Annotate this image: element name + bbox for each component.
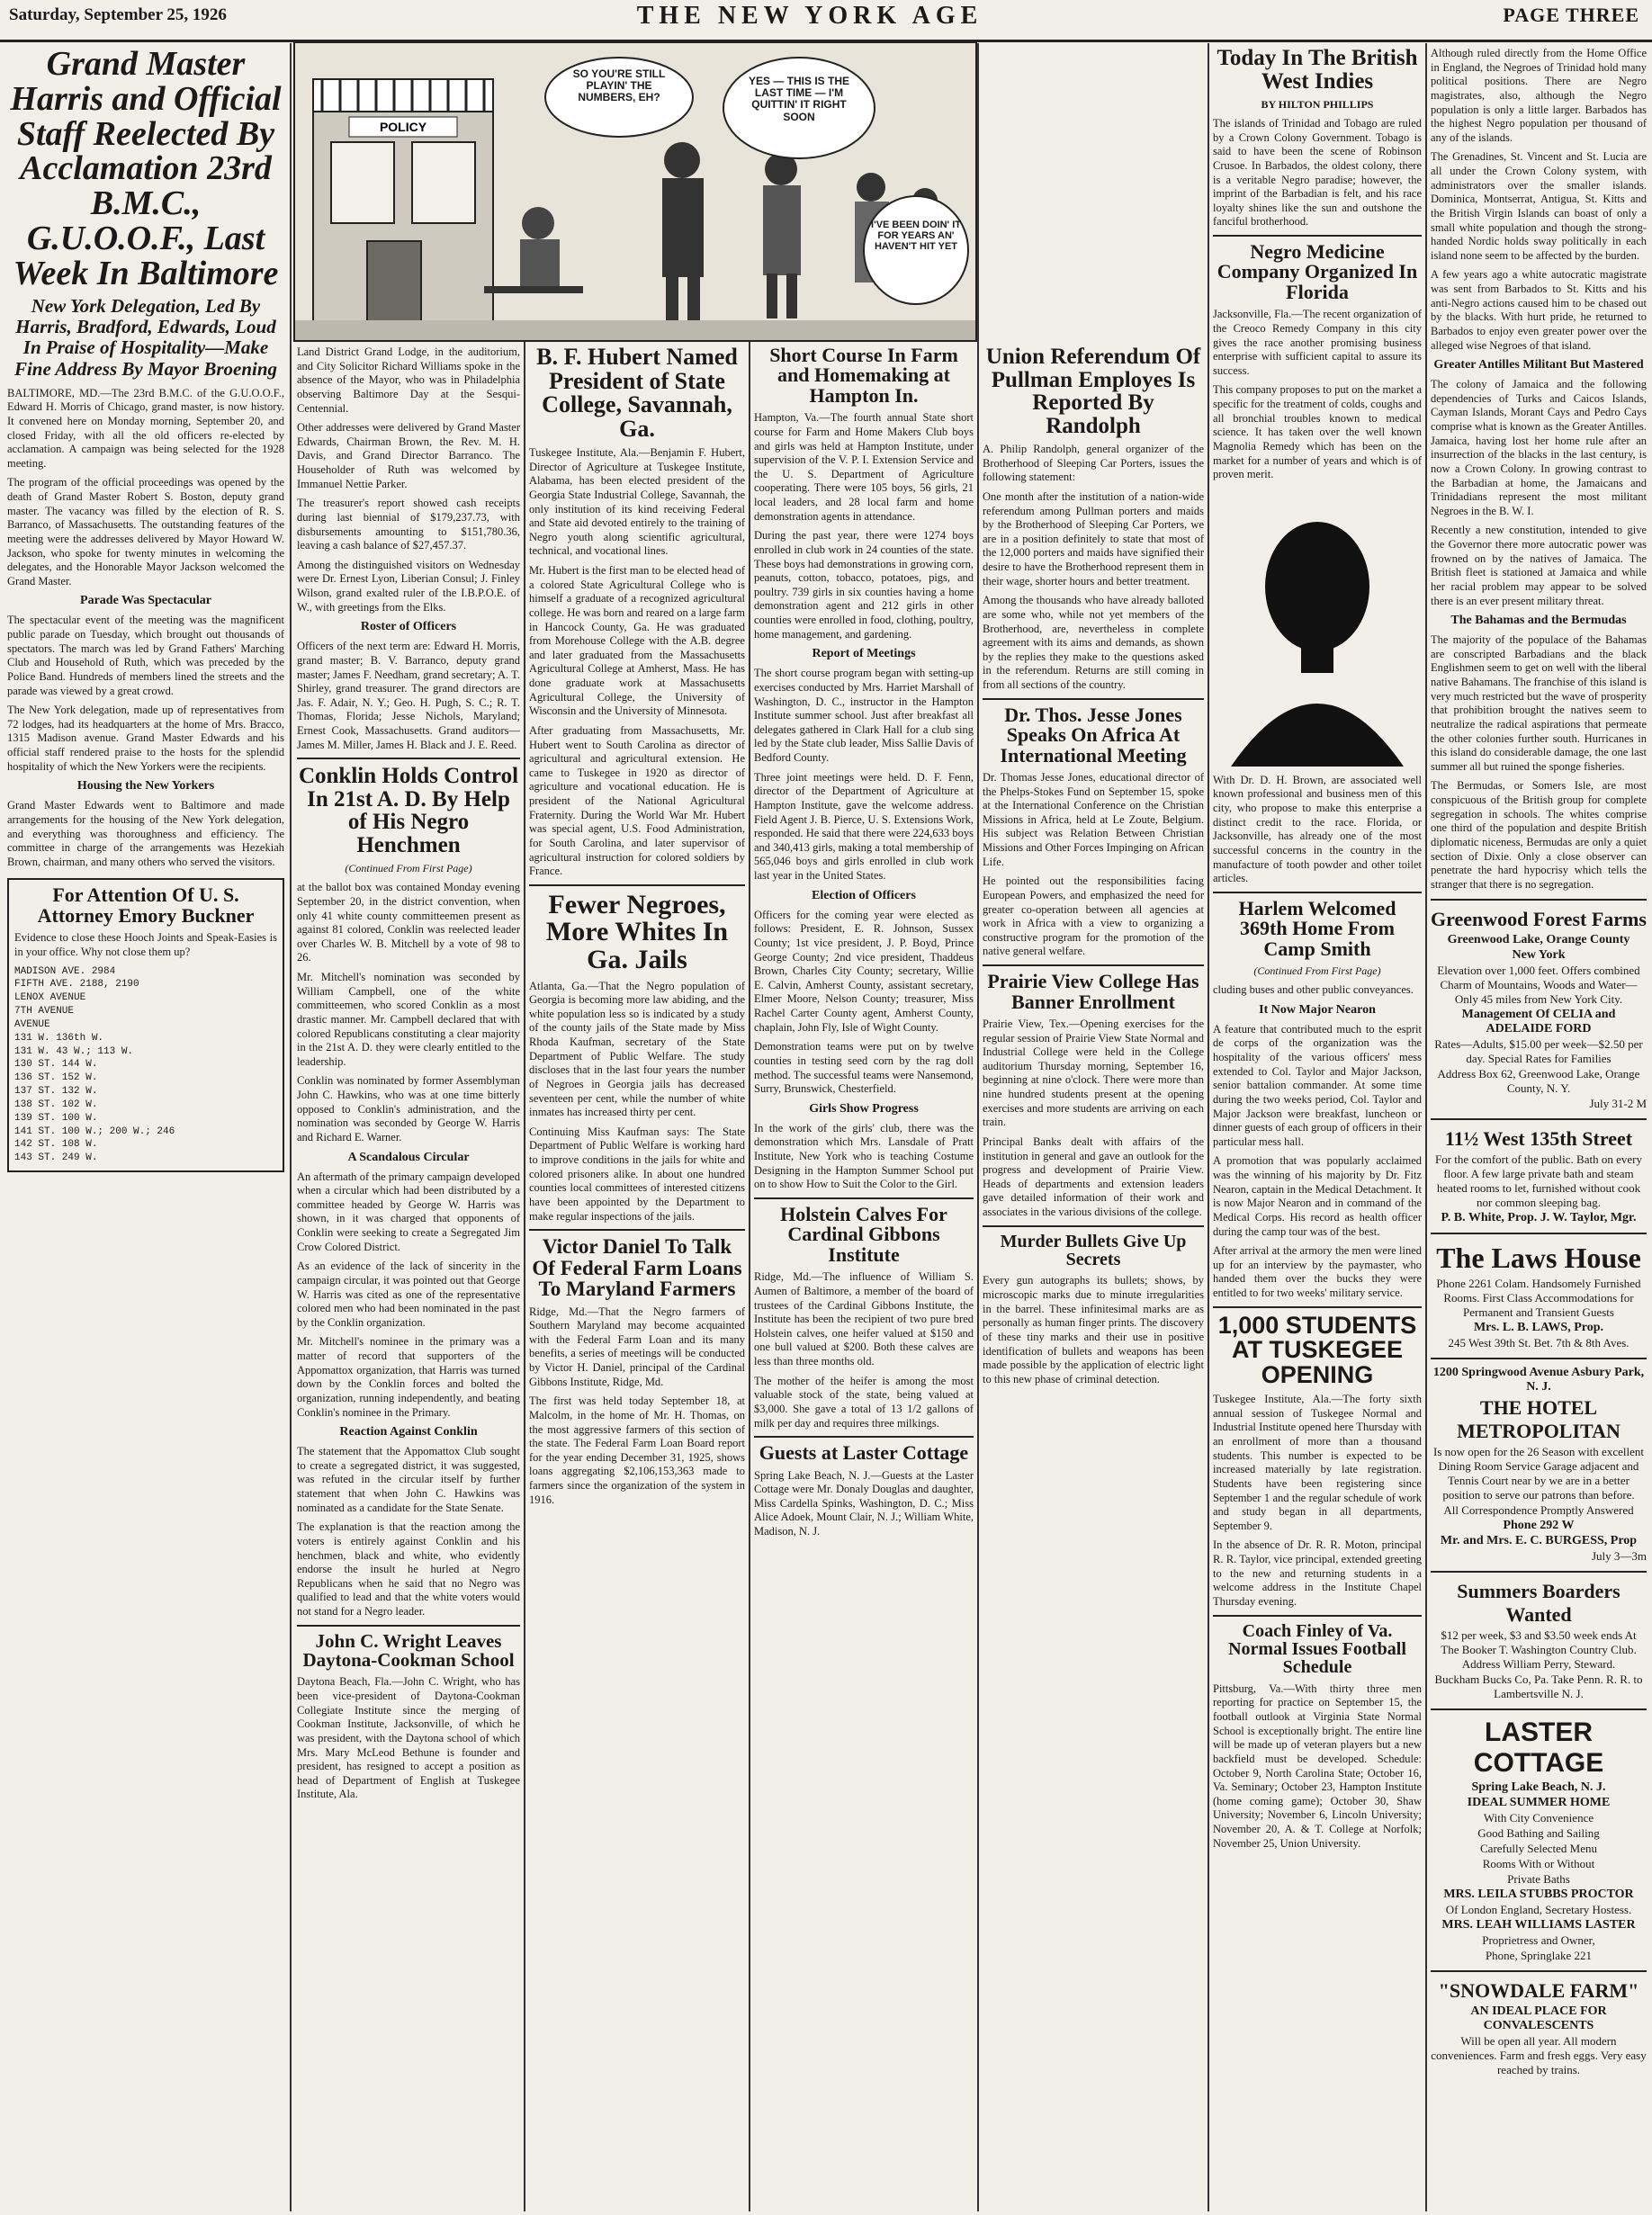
ad-line: AN IDEAL PLACE FOR CONVALESCENTS xyxy=(1470,2004,1607,2033)
speech-balloon-1: SO YOU'RE STILL PLAYIN' THE NUMBERS, EH? xyxy=(572,67,666,104)
listing-row: 138 ST. 102 W. xyxy=(14,1099,98,1110)
article-paragraph: In the absence of Dr. R. R. Moton, principal R. R. Taylor, vice principal, extended greeting to the new and returning students in a welcome address in the Institute Chapel Thursday evening. xyxy=(1213,1538,1422,1608)
article-paragraph: An aftermath of the primary campaign developed when a circular which had been distributed by a committee headed by George W. Harris was shown, in it was charged that opponents of Conklin were seeking to create a Segregated Jim Crow Colored District. xyxy=(297,1170,520,1253)
column-rule xyxy=(524,342,525,2211)
article-paragraph: Pittsburg, Va.—With thirty three men reporting for practice on September 15, the football outlook at Virginia State Normal School is exceptionally bright. The entire line will be made up of veteran players but a new backfield must be developed. Schedule: October 9, North Carolina State; October 16, Va. Seminary; October 23, Hampton Institute (home coming game); October 30, Shaw University; November 6, Lincoln University; November 20, A. & T. College at Norfolk; November 25, Union University. xyxy=(1213,1681,1422,1850)
ad-title: LASTER COTTAGE xyxy=(1473,1717,1604,1779)
cartoon-sign: POLICY xyxy=(379,120,427,134)
lead-deck: New York Delegation, Led By Harris, Bradford, Edwards, Loud In Praise of Hospitality—Make Fine Address By Mayor Broening xyxy=(13,295,278,380)
ad-title: The Laws House xyxy=(1436,1242,1641,1275)
ad-line: P. B. White, Prop. J. W. Taylor, Mgr. xyxy=(1441,1211,1637,1225)
subhead: Election of Officers xyxy=(812,888,916,902)
subhead: A Scandalous Circular xyxy=(347,1150,470,1164)
article-paragraph: After arrival at the armory the men were lined up for an interview by the paymaster, who handed them over the bucks they were entitled to for two weeks' military service. xyxy=(1213,1244,1422,1299)
ad-line: MRS. LEILA STUBBS PROCTOR xyxy=(1443,1888,1634,1902)
column-rule xyxy=(290,43,292,2211)
listing-row: 130 ST. 144 W. xyxy=(14,1059,98,1071)
listing-row: MADISON AVE. 2984 xyxy=(14,965,116,977)
article-paragraph: Among the distinguished visitors on Wednesday were Dr. Ernest Lyon, Liberian Consul; J. Finley Wilson, grand exalted ruler of the I.B.P.O.E. of W., with greetings from the Elks. xyxy=(297,558,520,614)
ad-line: With City Convenience xyxy=(1483,1811,1594,1825)
lead-headline: Grand Master Harris and Official Staff Reelected By Acclamation 23rd B.M.C., G.U.O.O.F., Last Week In Baltimore xyxy=(10,47,282,292)
notice-headline: For Attention Of U. S. Attorney Emory Buckner xyxy=(37,883,255,927)
article-paragraph: The treasurer's report showed cash receipts during last biennial of $179,237.73, with disbursements amounting to $151,780.36, leaving a cash balance of $27,457.37. xyxy=(297,497,520,552)
photo-caption: With Dr. D. H. Brown, are associated well known professional and business men of this city, who propose to make this enterprise a distinct credit to the race. Florida, or Jacksonville, has already one of the most successful concerns in the country in the manufacture of tooth powder and other toilet articles. xyxy=(1213,773,1422,885)
ad-snowdale xyxy=(1431,1970,1647,2077)
ad-line: Elevation over 1,000 feet. Offers combined Charm of Mountains, Woods and Water—Only 45 miles from New York City. xyxy=(1437,964,1640,1007)
ad-title: Summers Boarders Wanted xyxy=(1457,1580,1621,1627)
ad-line: Phone 292 W xyxy=(1503,1519,1575,1533)
article-paragraph: Atlanta, Ga.—That the Negro population of Georgia is becoming more law abiding, and the white population less so is indicated by a study of the county jails of the State made by Miss Rhoda Kaufman, secretary of the State Department of Public Welfare. The study discloses that in the last four years the number of Negroes in Georgia jails has decreased seventeen per cent, while the number of white inmates has increased thirty per cent. xyxy=(529,979,745,1119)
ad-line: New York xyxy=(1512,948,1566,963)
ad-summer-boarders xyxy=(1431,1571,1647,1701)
ad-metropolitan xyxy=(1431,1358,1647,1564)
column-4 xyxy=(754,345,974,2208)
subhead: It Now Major Nearon xyxy=(1259,1002,1376,1017)
ad-line: Private Baths xyxy=(1507,1872,1570,1887)
headline-jails: Fewer Negroes, More Whites In Ga. Jails xyxy=(545,889,729,974)
ad-line: Phone, Springlake 221 xyxy=(1485,1949,1593,1963)
ad-line: 245 West 39th St. Bet. 7th & 8th Aves. xyxy=(1448,1336,1630,1350)
ad-line: Management Of CELIA and ADELAIDE FORD xyxy=(1461,1008,1616,1036)
listing-row: 139 ST. 100 W. xyxy=(14,1112,98,1124)
article-paragraph: The Bermudas, or Somers Isle, are most conspicuous of the British group for complete segregation in schools. The whites comprise one third of the population and despite British diplomatic niceness, Bermudas are only a quiet section of Dixie. Only a close observer can penetrate the hard hypocrisy which tells the stranger that there is no segregation. xyxy=(1431,779,1647,891)
article-paragraph: Conklin was nominated by former Assemblyman John C. Hawkins, who was at one time bitterly opposed to Conklin's administration, and the nomination was seconded by George W. Harris and Richard E. Warner. xyxy=(297,1074,520,1143)
article-paragraph: at the ballot box was contained Monday evening September 20, in the district convention, when only 41 white county committeemen present as against 81 colored, Conklin was reelected leader over Charles W. B. Mitchell by a vote of 98 to 26. xyxy=(297,881,520,964)
article-paragraph: The short course program began with setting-up exercises conducted by Mrs. Harriet Marshall of Washington, D. C., instructor in the Hampton Institute summer school. Just after breakfast all delegates gathered in Clark Hall for a club sing led by the State club leader, Miss Sallie Davis of Bedford County. xyxy=(754,667,974,765)
article-paragraph: The program of the official proceedings was opened by the death of Grand Master Robert S. Boston, deputy grand master. The vacancy was filled by the election of R. S. Barranco, of Massachusetts. The outstanding features of the meeting were the addresses delivered by Mayor Howard W. Jackson, who spoke for twenty minutes in welcoming the delegates, and the Honorable Mayor Jackson welcomed the Grand Master. xyxy=(7,476,284,587)
listing-row: FIFTH AVE. 2188, 2190 xyxy=(14,979,139,991)
article-paragraph: Mr. Hubert is the first man to be elected head of a colored State Agricultural College who is himself a graduate of a recognized agricultural college. He was born and reared on a large farm in Hancock County, Ga. He was graduated from Morehouse College with the A.B. degree and later graduated from the Massachusetts Agricultural College at Amherst, Mass. He has done graduate work at Massachusetts Agricultural College, the University of Wisconsin and the University of Minnesota. xyxy=(529,564,745,718)
article-paragraph: cluding buses and other public conveyances. xyxy=(1213,983,1414,997)
ad-135th-street xyxy=(1431,1118,1647,1225)
article-paragraph: Jacksonville, Fla.—The recent organization of the Creoco Remedy Company in this city gives the race another promising business enterprise with sufficient capital to assure its success. xyxy=(1213,308,1422,377)
listing-row: 131 W. 136th W. xyxy=(14,1032,104,1044)
column-rule xyxy=(977,43,979,2211)
column-rule xyxy=(1425,43,1427,2211)
ad-line: $12 per week, $3 and $3.50 week ends At The Booker T. Washington Country Club. Address William Perry, Steward. xyxy=(1441,1628,1637,1672)
article-paragraph: The mother of the heifer is among the most valuable stock of the state, being valued at $3,000. She gave a total of 13 1/2 gallons of milk per day and requires three milkings. xyxy=(754,1374,974,1430)
article-paragraph: During the past year, there were 1274 boys enrolled in club work in 24 counties of the state. These boys had demonstrations in growing corn, peanuts, cotton, tobacco, potatoes, pigs, and poultry. 739 girls in six counties having a home demonstration agent and 212 girls in other counties were enrolled in food, clothing, poultry, home management, and gardening. xyxy=(754,529,974,641)
subhead: Roster of Officers xyxy=(360,620,457,634)
listing-row: 142 ST. 108 W. xyxy=(14,1139,98,1151)
ad-line: Greenwood Lake, Orange County xyxy=(1447,933,1630,947)
issue-date: Saturday, September 25, 1926 xyxy=(9,5,227,24)
ad-line: July 3—3m xyxy=(1591,1549,1647,1564)
ad-line: Rates—Adults, $15.00 per week—$2.50 per day. Special Rates for Families xyxy=(1434,1037,1643,1066)
article-paragraph: BALTIMORE, MD.—The 23rd B.M.C. of the G.U.O.O.F., Edward H. Morris of Chicago, grand master, is now history. It convened here on Monday morning, September 20, and closed Friday, with all the old officers re-elected by acclamation. A campaign was being selected for the 1928 meeting. xyxy=(7,386,284,470)
speech-balloon-2: YES — THIS IS THE LAST TIME — I'M QUITTIN' IT RIGHT SOON xyxy=(748,75,850,123)
ad-title: 11½ West 135th Street xyxy=(1444,1127,1633,1151)
ad-line: Will be open all year. All modern conveniences. Farm and fresh eggs. Very easy reached by trains. xyxy=(1431,2034,1647,2077)
article-paragraph: Continuing Miss Kaufman says: The State Department of Public Welfare is working hard to improve conditions in the jails for white and colored prisoners alike. In about one hundred counties local committees of interested citizens have been appointed by the Department to make regular inspections of the jails. xyxy=(529,1125,745,1223)
article-paragraph: Spring Lake Beach, N. J.—Guests at the Laster Cottage were Mr. Donaly Douglas and daughter, Miss Cardella Spinks, Washington, D. C.; Miss Alice Adoek, Mount Clair, N. J.; William White, Madison, N. J. xyxy=(754,1468,974,1538)
paper-name: THE NEW YORK AGE xyxy=(636,2,983,30)
subhead: Reaction Against Conklin xyxy=(339,1425,478,1439)
ad-line: Spring Lake Beach, N. J. xyxy=(1471,1780,1606,1795)
article-paragraph: As an evidence of the lack of sincerity in the campaign circular, it was pointed out that George W. Harris was cited as one of the representative colored men who had been nominated in the past by the Conklin organization. xyxy=(297,1260,520,1329)
article-paragraph: The statement that the Appomattox Club sought to create a segregated district, it was suggested, was refuted in the circular itself by further statement that when John C. Hawkins was nominated as a candidate for the State Senate. xyxy=(297,1445,520,1514)
speech-balloon-3: I'VE BEEN DOIN' IT FOR YEARS AN' HAVEN'T HIT YET xyxy=(871,220,961,253)
headline-hampton: Short Course In Farm and Homemaking at Hampton In. xyxy=(769,345,958,407)
ad-line: For the comfort of the public. Bath on every floor. A few large private bath and steam heated rooms to let, furnished without cook nor common sleeping bag. xyxy=(1435,1152,1642,1210)
ad-line: Mrs. L. B. LAWS, Prop. xyxy=(1473,1321,1604,1335)
article-paragraph: A. Philip Randolph, general organizer of the Brotherhood of Sleeping Car Porters, issues the following statement: xyxy=(983,443,1204,484)
headline-laster-guests: Guests at Laster Cottage xyxy=(759,1441,969,1465)
article-paragraph: Ridge, Md.—The influence of William S. Aumen of Baltimore, a member of the board of trustees of the Cardinal Gibbons Institute, the Institute has been the recipient of two pure bred Holstein calves, one heifer valued at $150 and one bull valued at $200. Both these calves are less than three months old. xyxy=(754,1270,974,1368)
article-paragraph: One month after the institution of a nation-wide referendum among Pullman porters and maids by the Brotherhood of Sleeping Car Porters, we are in a position definitely to state that most of the 12,000 porters and maids have signified their desire to have the Brotherhood represent them in their wage, shorter hours and better treatment. xyxy=(983,489,1204,587)
subhead: Report of Meetings xyxy=(812,647,916,661)
article-paragraph: Mr. Mitchell's nomination was seconded by William Campbell, one of the white committeemen, who scored Conklin as a most drastic manner. Mr. Campbell declared that with colored Republicans constituting a clear majority in the 21st A. D. they were clearly entitled to the leadership. xyxy=(297,971,520,1068)
continued-note: (Continued From First Page) xyxy=(1253,964,1381,978)
ad-line: Mr. and Mrs. E. C. BURGESS, Prop xyxy=(1440,1534,1638,1548)
ad-line: July 31-2 M xyxy=(1589,1097,1647,1111)
column-rule xyxy=(749,342,750,2211)
column-7 xyxy=(1431,47,1647,2206)
ad-laster-cottage xyxy=(1431,1708,1647,1963)
listing-row: 131 W. 43 W.; 113 W. xyxy=(14,1045,134,1057)
ad-title: Greenwood Forest Farms xyxy=(1431,908,1647,931)
column-6 xyxy=(1213,47,1422,2206)
listing-row: 137 ST. 132 W. xyxy=(14,1086,98,1098)
ad-line: Phone 2261 Colam. Handsomely Furnished Rooms. First Class Accommodations for Permanent and Transient Guests xyxy=(1436,1277,1641,1320)
article-paragraph: In the work of the girls' club, there was the demonstration which Mrs. Lansdale of Pratt Institute, New York who is teaching Costume Designing in the Hampton Summer School put on to show How to Suit the Color to the Girl. xyxy=(754,1121,974,1191)
article-paragraph: The majority of the populace of the Bahamas are conscripted Barbadians and the black Englishmen seem to get on well with the liberal native Bahamans. The franchise of this island is very much restricted but the wave of prosperity that prohibition brought the natives seem to neutralize the radical aspirations that permeate the other colonies further south. Hurricanes in this island do considerable damage, the one last summer all but ruined the sponge fisheries. xyxy=(1431,633,1647,773)
ad-line: MRS. LEAH WILLIAMS LASTER xyxy=(1441,1918,1636,1933)
ad-line: Carefully Selected Menu xyxy=(1480,1842,1597,1856)
article-paragraph: Principal Banks dealt with affairs of the institution in general and gave an outlook for the progress and development of Prairie View. Heads of departments and extension leaders gave detailed information of their work and associates in the various divisions of the college. xyxy=(983,1134,1204,1219)
article-paragraph: Grand Master Edwards went to Baltimore and made arrangements for the housing of the New York delegation, and everything was thoroughness and efficiency. The committee in charge of the arrangements was Hezekiah Brown, chairman, and many others who served the visitors. xyxy=(7,799,284,868)
article-paragraph: Although ruled directly from the Home Office in England, the Negroes of Trinidad hold many political positions. There are Negro magistrates, also, although the Negro population is only a little larger. Barbados has the highest Negro population per thousand of any of the islands. xyxy=(1431,47,1647,144)
article-paragraph: Dr. Thomas Jesse Jones, educational director of the Phelps-Stokes Fund on September 15, spoke at the International Conference on the Christian Missions in Africa, held at Le Zoute, Belgium. His subject was Relation Between Christian Missions and Other Forces Impinging on African Life. xyxy=(983,770,1204,868)
ad-line: Of London England, Secretary Hostess. xyxy=(1445,1903,1632,1917)
headline-prairie-view: Prairie View College Has Banner Enrollment xyxy=(987,970,1199,1013)
article-paragraph: Land District Grand Lodge, in the auditorium, and City Solicitor Richard Williams spoke in the absence of the Mayor, who was in Philadelphia observing Baltimore Day at the Sesqui-Centennial. xyxy=(297,345,520,415)
article-paragraph: This company proposes to put on the market a specific for the treatment of colds, coughs and all bronchial troubles known to medical science. It has taken over the well known Magnolia Remedy which has been on the market for a number of years and which is of proven merit. xyxy=(1213,383,1422,481)
headline-football: Coach Finley of Va. Normal Issues Football Schedule xyxy=(1228,1620,1406,1678)
headline-conklin: Conklin Holds Control In 21st A. D. By Help of His Negro Henchmen xyxy=(298,764,519,857)
headline-holstein: Holstein Calves For Cardinal Gibbons Institute xyxy=(780,1202,947,1266)
article-paragraph: Mr. Mitchell's nominee in the primary was a matter of record that supporters of the Appomattox organization, that Harris was turned down by the Conklin forces and bolted the organization, running independently, and beating Conklin's nominee in the Primary. xyxy=(297,1335,520,1419)
notice-body: Evidence to close these Hooch Joints and Speak-Easies is in your office. Why not close them up? xyxy=(14,931,277,958)
ad-greenwood xyxy=(1431,899,1647,1111)
article-paragraph: Every gun autographs its bullets; shows, by microscopic marks due to minute irregularities in the barrel. These infinitesimal marks are as personally as human finger prints. The discovery of these tiny marks and their use in positive identification of bullets and weapons has been made possible by the application of electric light to this new phase of criminal detection. xyxy=(983,1274,1204,1385)
article-paragraph: The colony of Jamaica and the following dependencies of Turks and Caicos Islands, Cayman Islands, Morant Cays and Pedro Cays comprise what is known as the Greater Antilles. Jamaica, having lost her home rule after an insurrection of the blacks in the last century, is now a Crown Colony. In growing contrast to the Barbadian at home, the Jamaicans and Trinidadians represent the most militant Negroes in the B. W. I. xyxy=(1431,378,1647,517)
headline-west-indies: Today In The British West Indies xyxy=(1217,47,1418,94)
subhead: Greater Antilles Militant But Mastered xyxy=(1433,358,1644,372)
article-paragraph: The islands of Trinidad and Tobago are ruled by a Crown Colony Government. Tobago is said to have been the scene of Robinson Crusoe. In Barbados, the oldest colony, there is a veritable Negro paradise; however, the imprint of the Barbadian is felt, and his race loyalty shines like the sun and outshone the fanciful brotherhood. xyxy=(1213,117,1422,229)
ad-title: "SNOWDALE FARM" xyxy=(1438,1979,1639,2003)
listing-row: 141 ST. 100 W.; 200 W.; 246 xyxy=(14,1125,175,1137)
page-number: PAGE THREE xyxy=(1503,4,1639,26)
article-paragraph: A few years ago a white autocratic magistrate was sent from Barbados to St. Kitts and his anti-Negro actions caused him to be chased out by the blacks. With hurt pride, he returned to Barbados to enjoy even greater power over the alleged wise Negroes of that island. xyxy=(1431,268,1647,352)
subhead: Girls Show Progress xyxy=(809,1101,919,1116)
ad-laws-house xyxy=(1431,1233,1647,1350)
headline-wright: John C. Wright Leaves Daytona-Cookman School xyxy=(302,1629,515,1672)
listing-row: 143 ST. 249 W. xyxy=(14,1152,98,1164)
headline-bullets: Murder Bullets Give Up Secrets xyxy=(1000,1231,1187,1270)
listing-row: LENOX AVENUE xyxy=(14,992,86,1004)
masthead xyxy=(0,0,1652,42)
headline-tuskegee: 1,000 STUDENTS AT TUSKEGEE OPENING xyxy=(1217,1311,1417,1388)
ad-line: Rooms With or Without xyxy=(1482,1857,1595,1871)
article-paragraph: Tuskegee Institute, Ala.—Benjamin F. Hubert, Director of Agriculture at Tuskegee Institute, Alabama, has been elected president of the Georgia State Industrial College, Savannah, the only institution of its kind receiving Federal and State aid devoted entirely to the training of Negro youth along scientific agricultural, technical, and vocational lines. xyxy=(529,446,745,558)
article-paragraph: A promotion that was popularly acclaimed was the winning of his majority by Dr. Fitz Nearon, captain in the Medical Detachment. It is now Major Nearon and in command of the Medical Corps. His record as health officer during the camp tour was of the best. xyxy=(1213,1154,1422,1238)
ad-line: Proprietress and Owner, xyxy=(1482,1933,1595,1948)
ad-line: 1200 Springwood Avenue Asbury Park, N. J. xyxy=(1432,1366,1645,1394)
subhead: Parade Was Spectacular xyxy=(80,594,211,608)
article-paragraph: After graduating from Massachusetts, Mr. Hubert went to South Carolina as director of agricultural and agricultural extension. He came to Tuskegee in 1920 as director of agriculture and vocational education. He is president of the National Agricultural Fraternity. During the World War Mr. Hubert was special agent, U.S. Food Administration, for South Carolina, and later supervisor of agricultural instruction for colored soldiers by France. xyxy=(529,723,745,878)
article-paragraph: The first was held today September 18, at Malcolm, in the home of Mr. H. Thomas, on the most aggressive farmers of this section of the state. The Federal Farm Loan Board report for the year ending December 31, 1925, shows loans aggregating $2,106,153,363 made to farmers since the organization of the system in 1916. xyxy=(529,1394,745,1506)
ad-line: IDEAL SUMMER HOME xyxy=(1467,1796,1611,1810)
column-rule xyxy=(1208,43,1209,2211)
article-paragraph: Ridge, Md.—That the Negro farmers of Southern Maryland may become acquainted with the Federal Farm Loan and its many benefits, a series of meetings will be conducted by Victor H. Daniel, principal of the Cardinal Gibbons Institute, Ridge, Md. xyxy=(529,1305,745,1388)
headline-hubert: B. F. Hubert Named President of State College, Savannah, Ga. xyxy=(536,345,738,442)
headline-pullman: Union Referendum Of Pullman Employes Is Reported By Randolph xyxy=(985,345,1201,438)
ad-line: Good Bathing and Sailing xyxy=(1477,1826,1600,1841)
article-paragraph: Three joint meetings were held. D. F. Fenn, director of the Department of Agriculture at Hampton Institute, gave the welcome address. Field Agent J. B. Pierce, U. S. Extensions Work, responded. He said that there were 224,633 boys and 340,413 girls, making a total membership of 565,046 boys and girls enrolled in club work last year in the United States. xyxy=(754,770,974,883)
ad-line: Address Box 62, Greenwood Lake, Orange County, N. Y. xyxy=(1437,1067,1640,1096)
article-paragraph: Prairie View, Tex.—Opening exercises for the regular session of Prairie View State Normal and Industrial College were held in the College auditorium Thursday morning, September 16, beginning at nine o'clock. There were more than nine hundred students present at the opening exercises and more students are arriving on each train. xyxy=(983,1017,1204,1129)
editorial-cartoon xyxy=(293,41,977,342)
headline-daniel: Victor Daniel To Talk Of Federal Farm Loans To Maryland Farmers xyxy=(532,1235,742,1301)
article-paragraph: The New York delegation, made up of representatives from 72 lodges, had its headquarters at the home of Mrs. Bracco, 1315 Madison avenue. Grand Master Edwards and his official staff rendered praise to the hosts for the splendid hospitality of which the New Yorkers were the recipients. xyxy=(7,704,284,773)
listing-row: AVENUE xyxy=(14,1018,50,1030)
article-paragraph: Demonstration teams were put on by twelve counties in testing seed corn by the rag doll method. The successful teams were Nansemond, Surry, Brunswick, Chesterfield. xyxy=(754,1040,974,1096)
article-paragraph: Officers of the next term are: Edward H. Morris, grand master; B. V. Barranco, deputy grand master; James F. Needham, grand secretary; A. T. Shirley, grand treasurer. The grand directors are Jas. F. Adair, N. Y.; Geo. H. Pugh, S. C.; R. T. Thomas, Florida; Jesse Nichols, Maryland; Ernest Cook, Massachusetts. Grand auditors—James M. Miller, James H. Black and J. E. Reed. xyxy=(297,640,520,751)
ad-line: Is now open for the 26 Season with excellent Dining Room Service Garage adjacent and Tennis Court near by we are in a better position to serve our patrons than before. xyxy=(1433,1445,1644,1502)
article-paragraph: Other addresses were delivered by Grand Master Edwards, Chairman Brown, the Rev. M. H. Davis, and Grand Director Barranco. The Householder of Ruth was welcomed by Immanuel Nettie Parker. xyxy=(297,421,520,490)
article-paragraph: Officers for the coming year were elected as follows: President, E. R. Johnson, Sussex County; 1st vice president, J. P. Boyd, Prince George County; 2nd vice president, Thaddeus Brown, Charles City County; secretary, Willie E. Calvin, Amherst County, assistant secretary, Elmer Moore, Nelson County; treasurer, Miss Rachel Carter County agent, Amherst County, chaplain, John Fly, Isle of Wight County. xyxy=(754,908,974,1034)
column-3 xyxy=(529,345,745,2208)
article-paragraph: Among the thousands who have already balloted are some who, while not yet members of the Brotherhood, are, nevertheless in complete agreement with its aims and demands, as shown by the replies they make to the questions asked in the referendum. Returns are still coming in from all sections of the country. xyxy=(983,594,1204,691)
headline-medicine-co: Negro Medicine Company Organized In Florida xyxy=(1217,240,1418,303)
address-listing xyxy=(14,965,277,1166)
article-paragraph: Daytona Beach, Fla.—John C. Wright, who has been vice-president of Daytona-Cookman Collegiate Institute since the merging of Cookman Institute, Jacksonville, of which he was president, with the Daytona school of which Mrs. Mary McLeod Bethune is founder and president, has resigned to accept a position as head of Department of English at Tuskegee Institute, Ala. xyxy=(297,1675,520,1801)
headline-369th: Harlem Welcomed 369th Home From Camp Smith xyxy=(1238,896,1396,960)
article-paragraph: Recently a new constitution, intended to give the Governor there more autocratic power was frowned on by the natives of Jamaica. The British fleet is stationed at Jamaica and while her racial problem may appear to be solved there is an ever present military threat. xyxy=(1431,524,1647,607)
subhead: The Bahamas and the Bermudas xyxy=(1450,614,1627,628)
article-paragraph: He pointed out the responsibilities facing European Powers, and emphasized the need for greater co-operation between all agencies at work in Africa with a view to organizing a constructive program for the promotion of the native general welfare. xyxy=(983,874,1204,958)
headline-jones: Dr. Thos. Jesse Jones Speaks On Africa At International Meeting xyxy=(1000,703,1187,767)
portrait-photo xyxy=(1213,488,1422,767)
article-paragraph: The explanation is that the reaction among the voters is entirely against Conklin and his henchmen, black and white, who evidently endorse the insult he hurled at Negro Republicans when he said that no Negro was qualified to lead and that the white voters would not stand for a Negro leader. xyxy=(297,1520,520,1618)
subhead: Housing the New Yorkers xyxy=(76,779,215,794)
column-5 xyxy=(983,345,1204,2208)
article-paragraph: Tuskegee Institute, Ala.—The forty sixth annual session of Tuskegee Normal and Industrial Institute opened here Thursday with an enrollment of more than a thousand students. This number is expected to be increased materially by late registration. Students have been registering since September 1 and the regular schedule of work and study began in all departments, September 9. xyxy=(1213,1393,1422,1532)
listing-row: 7TH AVENUE xyxy=(14,1006,75,1018)
byline: BY HILTON PHILLIPS xyxy=(1261,98,1374,111)
article-paragraph: Hampton, Va.—The fourth annual State short course for Farm and Home Makers Club boys and girls was held at Hampton Institute, under supervision of the V. P. I. Extension Service and the U. S. Department of Agriculture cooperating. There were 105 boys, 56 girls, 21 local leaders, and 28 local farm and home demonstration agents in attendance. xyxy=(754,411,974,523)
ad-line: Buckham Bucks Co, Pa. Take Penn. R. R. to Lambertsville N. J. xyxy=(1434,1672,1643,1701)
portrait-spacer xyxy=(1213,488,1422,774)
listing-row: 136 ST. 152 W. xyxy=(14,1072,98,1084)
boxed-notice xyxy=(7,878,284,1172)
continued-note: (Continued From First Page) xyxy=(345,862,472,875)
article-paragraph: The spectacular event of the meeting was the magnificent public parade on Tuesday, which brought out thousands of spectators. The march was led by Grand Fathers' Marching Club and Household of Ruth, which was preceded by the Police Band. Hundreds of members lined the streets and the parade was viewed by a great crowd. xyxy=(7,614,284,697)
column-2 xyxy=(297,345,520,2208)
ad-line: All Correspondence Promptly Answered xyxy=(1443,1503,1634,1518)
article-paragraph: The Grenadines, St. Vincent and St. Lucia are all under the Crown Colony system, with administrators over the smaller islands. Dominica, Montserrat, Antigua, St. Kitts and the British Virgin Islands can boast of only a small white population and though the strong-handed Nordic holds sway politically in each island none seem to be affected by the burden. xyxy=(1431,150,1647,262)
ad-title: THE HOTEL METROPOLITAN xyxy=(1457,1396,1621,1443)
column-1 xyxy=(7,47,284,2206)
article-paragraph: A feature that contributed much to the esprit de corps of the organization was the hospitality of the various officers' mess extended to Col. Taylor and Major Jackson, senior battalion commander. At some time during the two weeks period, Col. Taylor and Major Jackson were breakfast, luncheon or dinner guests of each group of officers in their particular mess hall. xyxy=(1213,1022,1422,1148)
